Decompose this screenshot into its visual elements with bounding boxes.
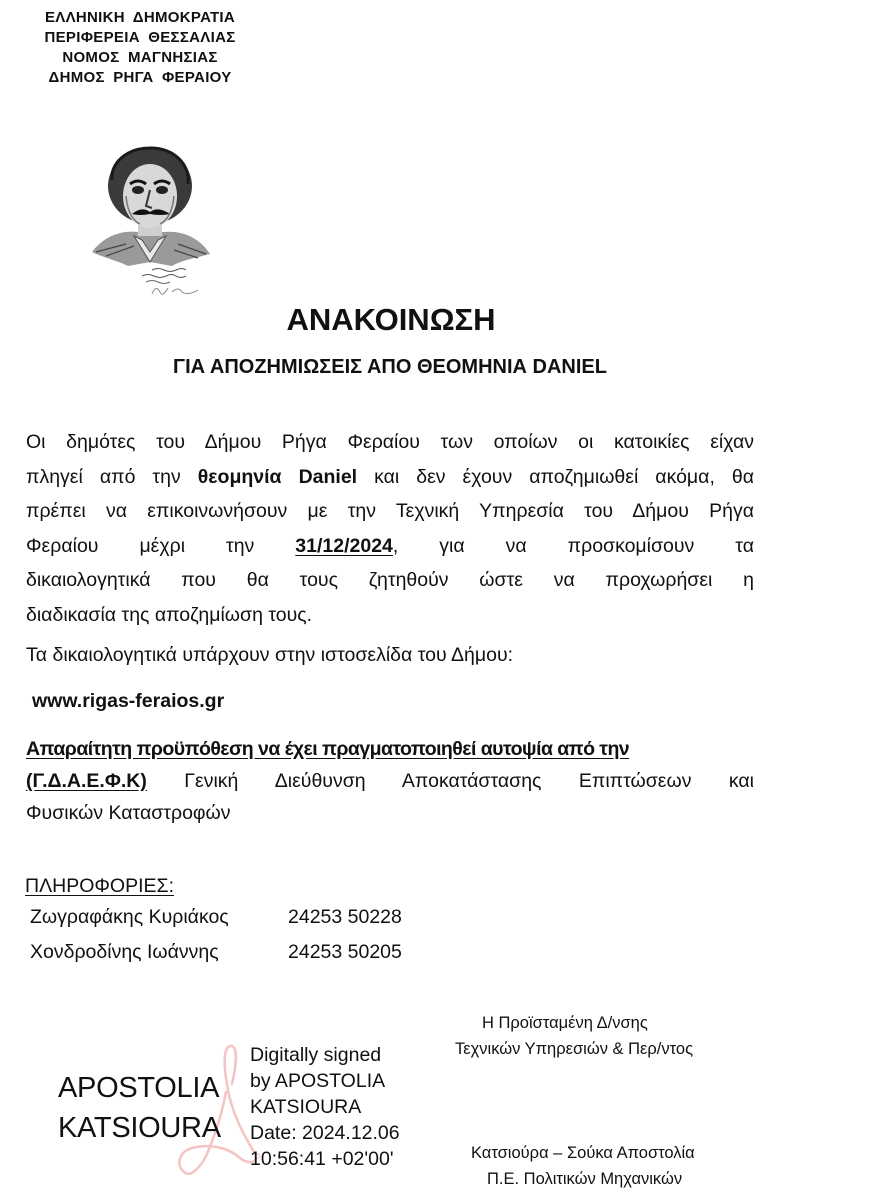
body-text: και δεν έχουν αποζημιωθεί ακόμα, θα bbox=[357, 465, 754, 488]
requirement-line-3: Φυσικών Καταστροφών bbox=[26, 802, 231, 824]
contact-row bbox=[30, 938, 402, 966]
signatory-role-line-2: Τεχνικών Υπηρεσιών & Περ/ντος bbox=[455, 1040, 694, 1058]
header-line-country: ΕΛΛΗΝΙΚΗ ΔΗΜΟΚΡΑΤΙΑ bbox=[44, 9, 236, 26]
deadline-date: 31/12/2024 bbox=[295, 534, 393, 557]
body-line-5: δικαιολογητικά που θα τους ζητηθούν ώστε να προχωρήσει η bbox=[26, 569, 754, 591]
announcement-body bbox=[26, 425, 754, 632]
agency-abbreviation: (Γ.Δ.Α.Ε.Φ.Κ) bbox=[26, 770, 147, 792]
signatory-role bbox=[440, 1010, 770, 1062]
signatory-title: Π.Ε. Πολιτικών Μηχανικών bbox=[487, 1170, 683, 1188]
signatory-name bbox=[450, 1140, 780, 1192]
header-line-prefecture: ΝΟΜΟΣ ΜΑΓΝΗΣΙΑΣ bbox=[62, 49, 218, 66]
digital-signature-details bbox=[250, 1042, 400, 1172]
contact-name: Χονδροδίνης Ιωάννης bbox=[30, 941, 219, 963]
digital-signature-name-line-2: KATSIOURA bbox=[58, 1112, 221, 1144]
agency-name: Γενική Διεύθυνση Αποκατάστασης Επιπτώσεων και bbox=[146, 770, 754, 792]
signature-date: Date: 2024.12.06 bbox=[250, 1122, 400, 1144]
requirement-line-2 bbox=[26, 765, 754, 797]
portrait-icon bbox=[86, 140, 216, 305]
info-heading: ΠΛΗΡΟΦΟΡΙΕΣ: bbox=[25, 875, 174, 897]
announcement-title-text: ΑΝΑΚΟΙΝΩΣΗ bbox=[286, 302, 496, 337]
body-text: πληγεί από την bbox=[26, 465, 198, 488]
body-line-4 bbox=[26, 529, 754, 564]
requirement-block bbox=[26, 733, 754, 829]
contact-row bbox=[30, 903, 402, 931]
contact-phone: 24253 50228 bbox=[288, 906, 402, 928]
announcement-subtitle: ΓΙΑ ΑΠΟΖΗΜΙΩΣΕΙΣ ΑΠΟ ΘΕΟΜΗΝΙΑ DANIEL bbox=[173, 356, 607, 378]
requirement-heading: Απαραίτητη προϋπόθεση να έχει πραγματοποιηθεί αυτοψία από την bbox=[26, 738, 630, 760]
website-link[interactable]: www.rigas-feraios.gr bbox=[32, 690, 225, 712]
documents-note: Τα δικαιολογητικά υπάρχουν στην ιστοσελίδα του Δήμου: bbox=[26, 644, 514, 666]
digital-signature-name bbox=[58, 1068, 221, 1148]
body-line-2 bbox=[26, 460, 754, 495]
signature-detail-line: Digitally signed bbox=[250, 1044, 382, 1066]
signatory-full-name: Κατσιούρα – Σούκα Αποστολία bbox=[471, 1144, 695, 1162]
signature-detail-line: KATSIOURA bbox=[250, 1096, 362, 1118]
body-line-6: διαδικασία της αποζημίωση τους. bbox=[26, 603, 313, 626]
body-line-1: Οι δημότες του Δήμου Ρήγα Φεραίου των οποίων οι κατοικίες είχαν bbox=[26, 431, 754, 453]
body-text: Φεραίου μέχρι την bbox=[26, 534, 296, 557]
body-text: , για να προσκομίσουν τα bbox=[392, 534, 754, 557]
contact-name: Ζωγραφάκης Κυριάκος bbox=[30, 906, 229, 928]
municipality-header bbox=[20, 8, 260, 88]
signature-time: 10:56:41 +02'00' bbox=[250, 1148, 394, 1170]
signatory-role-line-1: Η Προϊσταμένη Δ/νσης bbox=[482, 1014, 648, 1032]
storm-name-emphasis: θεομηνία Daniel bbox=[197, 465, 358, 488]
contact-phone: 24253 50205 bbox=[288, 941, 402, 963]
header-line-region: ΠΕΡΙΦΕΡΕΙΑ ΘΕΣΣΑΛΙΑΣ bbox=[44, 29, 236, 46]
signature-detail-line: by APOSTOLIA bbox=[250, 1070, 386, 1092]
announcement-title bbox=[0, 300, 780, 340]
body-line-3: πρέπει να επικοινωνήσουν με την Τεχνική Υπηρεσία του Δήμου Ρήγα bbox=[26, 500, 754, 522]
digital-signature-name-line-1: APOSTOLIA bbox=[58, 1072, 220, 1104]
header-line-municipality: ΔΗΜΟΣ ΡΗΓΑ ΦΕΡΑΙΟΥ bbox=[48, 69, 232, 86]
